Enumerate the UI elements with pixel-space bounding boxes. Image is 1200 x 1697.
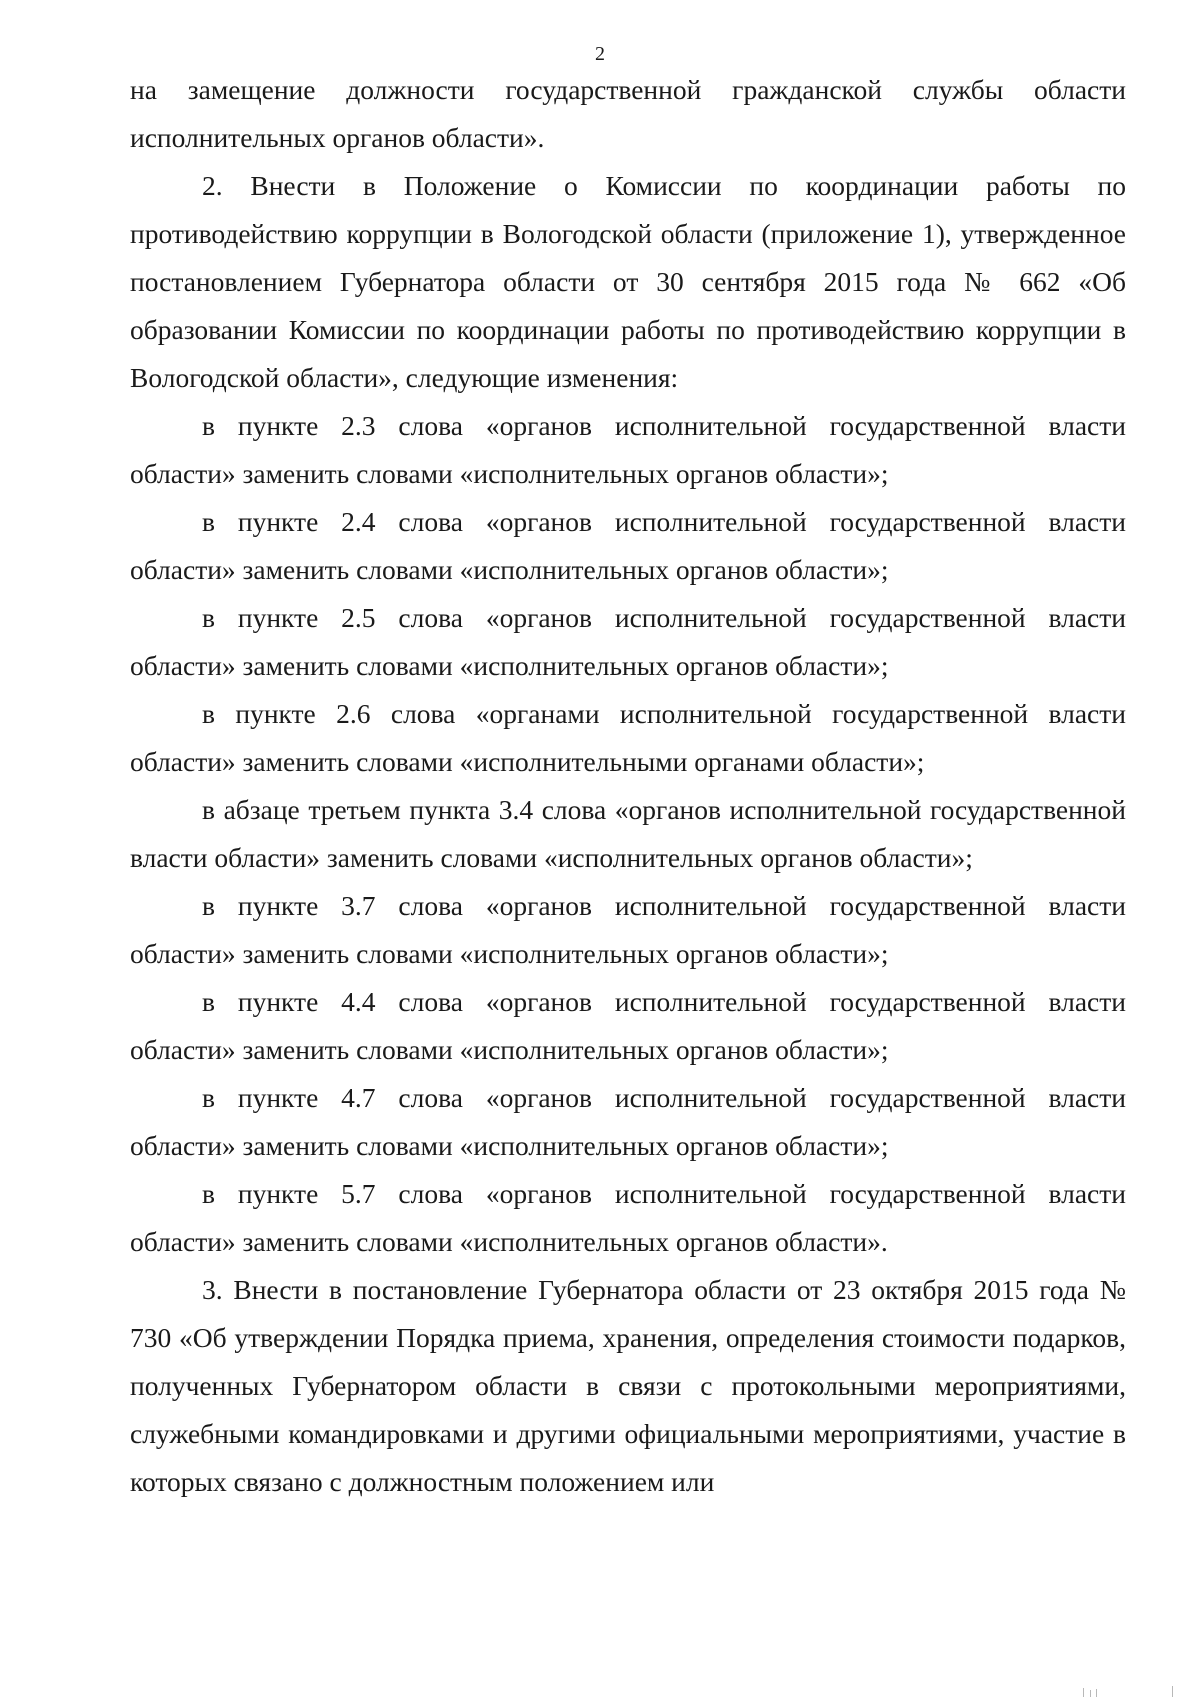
scan-artifact <box>1083 1688 1084 1697</box>
paragraph: на замещение должности государственной гражданской службы области исполнительных органов области». <box>130 74 1126 153</box>
paragraph: 3. Внести в постановление Губернатора области от 23 октября 2015 года № 730 «Об утверждении Порядка приема, хранения, определения стоимости подарков, полученных Губернатором области в связи с протокольными мероприятиями, служебными командировками и другими официальными мероприятиями, участие в которых связано с должностным положением или <box>130 1274 1126 1497</box>
paragraph: в пункте 5.7 слова «органов исполнительной государственной власти области» заменить словами «исполнительных органов области». <box>130 1178 1126 1257</box>
paragraph: в абзаце третьем пункта 3.4 слова «органов исполнительной государственной власти области» заменить словами «исполнительных органов области»; <box>130 794 1126 873</box>
scan-artifact <box>1090 1690 1091 1697</box>
paragraph: в пункте 2.6 слова «органами исполнительной государственной власти области» заменить словами «исполнительными органами области»; <box>130 698 1126 777</box>
paragraph: в пункте 2.3 слова «органов исполнительной государственной власти области» заменить словами «исполнительных органов области»; <box>130 410 1126 489</box>
paragraph: в пункте 2.5 слова «органов исполнительной государственной власти области» заменить словами «исполнительных органов области»; <box>130 602 1126 681</box>
paragraph: 2. Внести в Положение о Комиссии по координации работы по противодействию коррупции в Вологодской области (приложение 1), утвержденное постановлением Губернатора области от 30 сентября 2015 года № 662 «Об образовании Комиссии по координации работы по противодействию коррупции в Вологодской области», следующие изменения: <box>130 170 1126 393</box>
scan-artifact <box>1096 1689 1097 1697</box>
paragraph: в пункте 4.4 слова «органов исполнительной государственной власти области» заменить словами «исполнительных органов области»; <box>130 986 1126 1065</box>
document-body <box>130 66 1126 1506</box>
scan-artifact <box>1172 1686 1173 1697</box>
paragraph: в пункте 2.4 слова «органов исполнительной государственной власти области» заменить словами «исполнительных органов области»; <box>130 506 1126 585</box>
page-number: 2 <box>595 43 605 65</box>
paragraph: в пункте 4.7 слова «органов исполнительной государственной власти области» заменить словами «исполнительных органов области»; <box>130 1082 1126 1161</box>
paragraph: в пункте 3.7 слова «органов исполнительной государственной власти области» заменить словами «исполнительных органов области»; <box>130 890 1126 969</box>
